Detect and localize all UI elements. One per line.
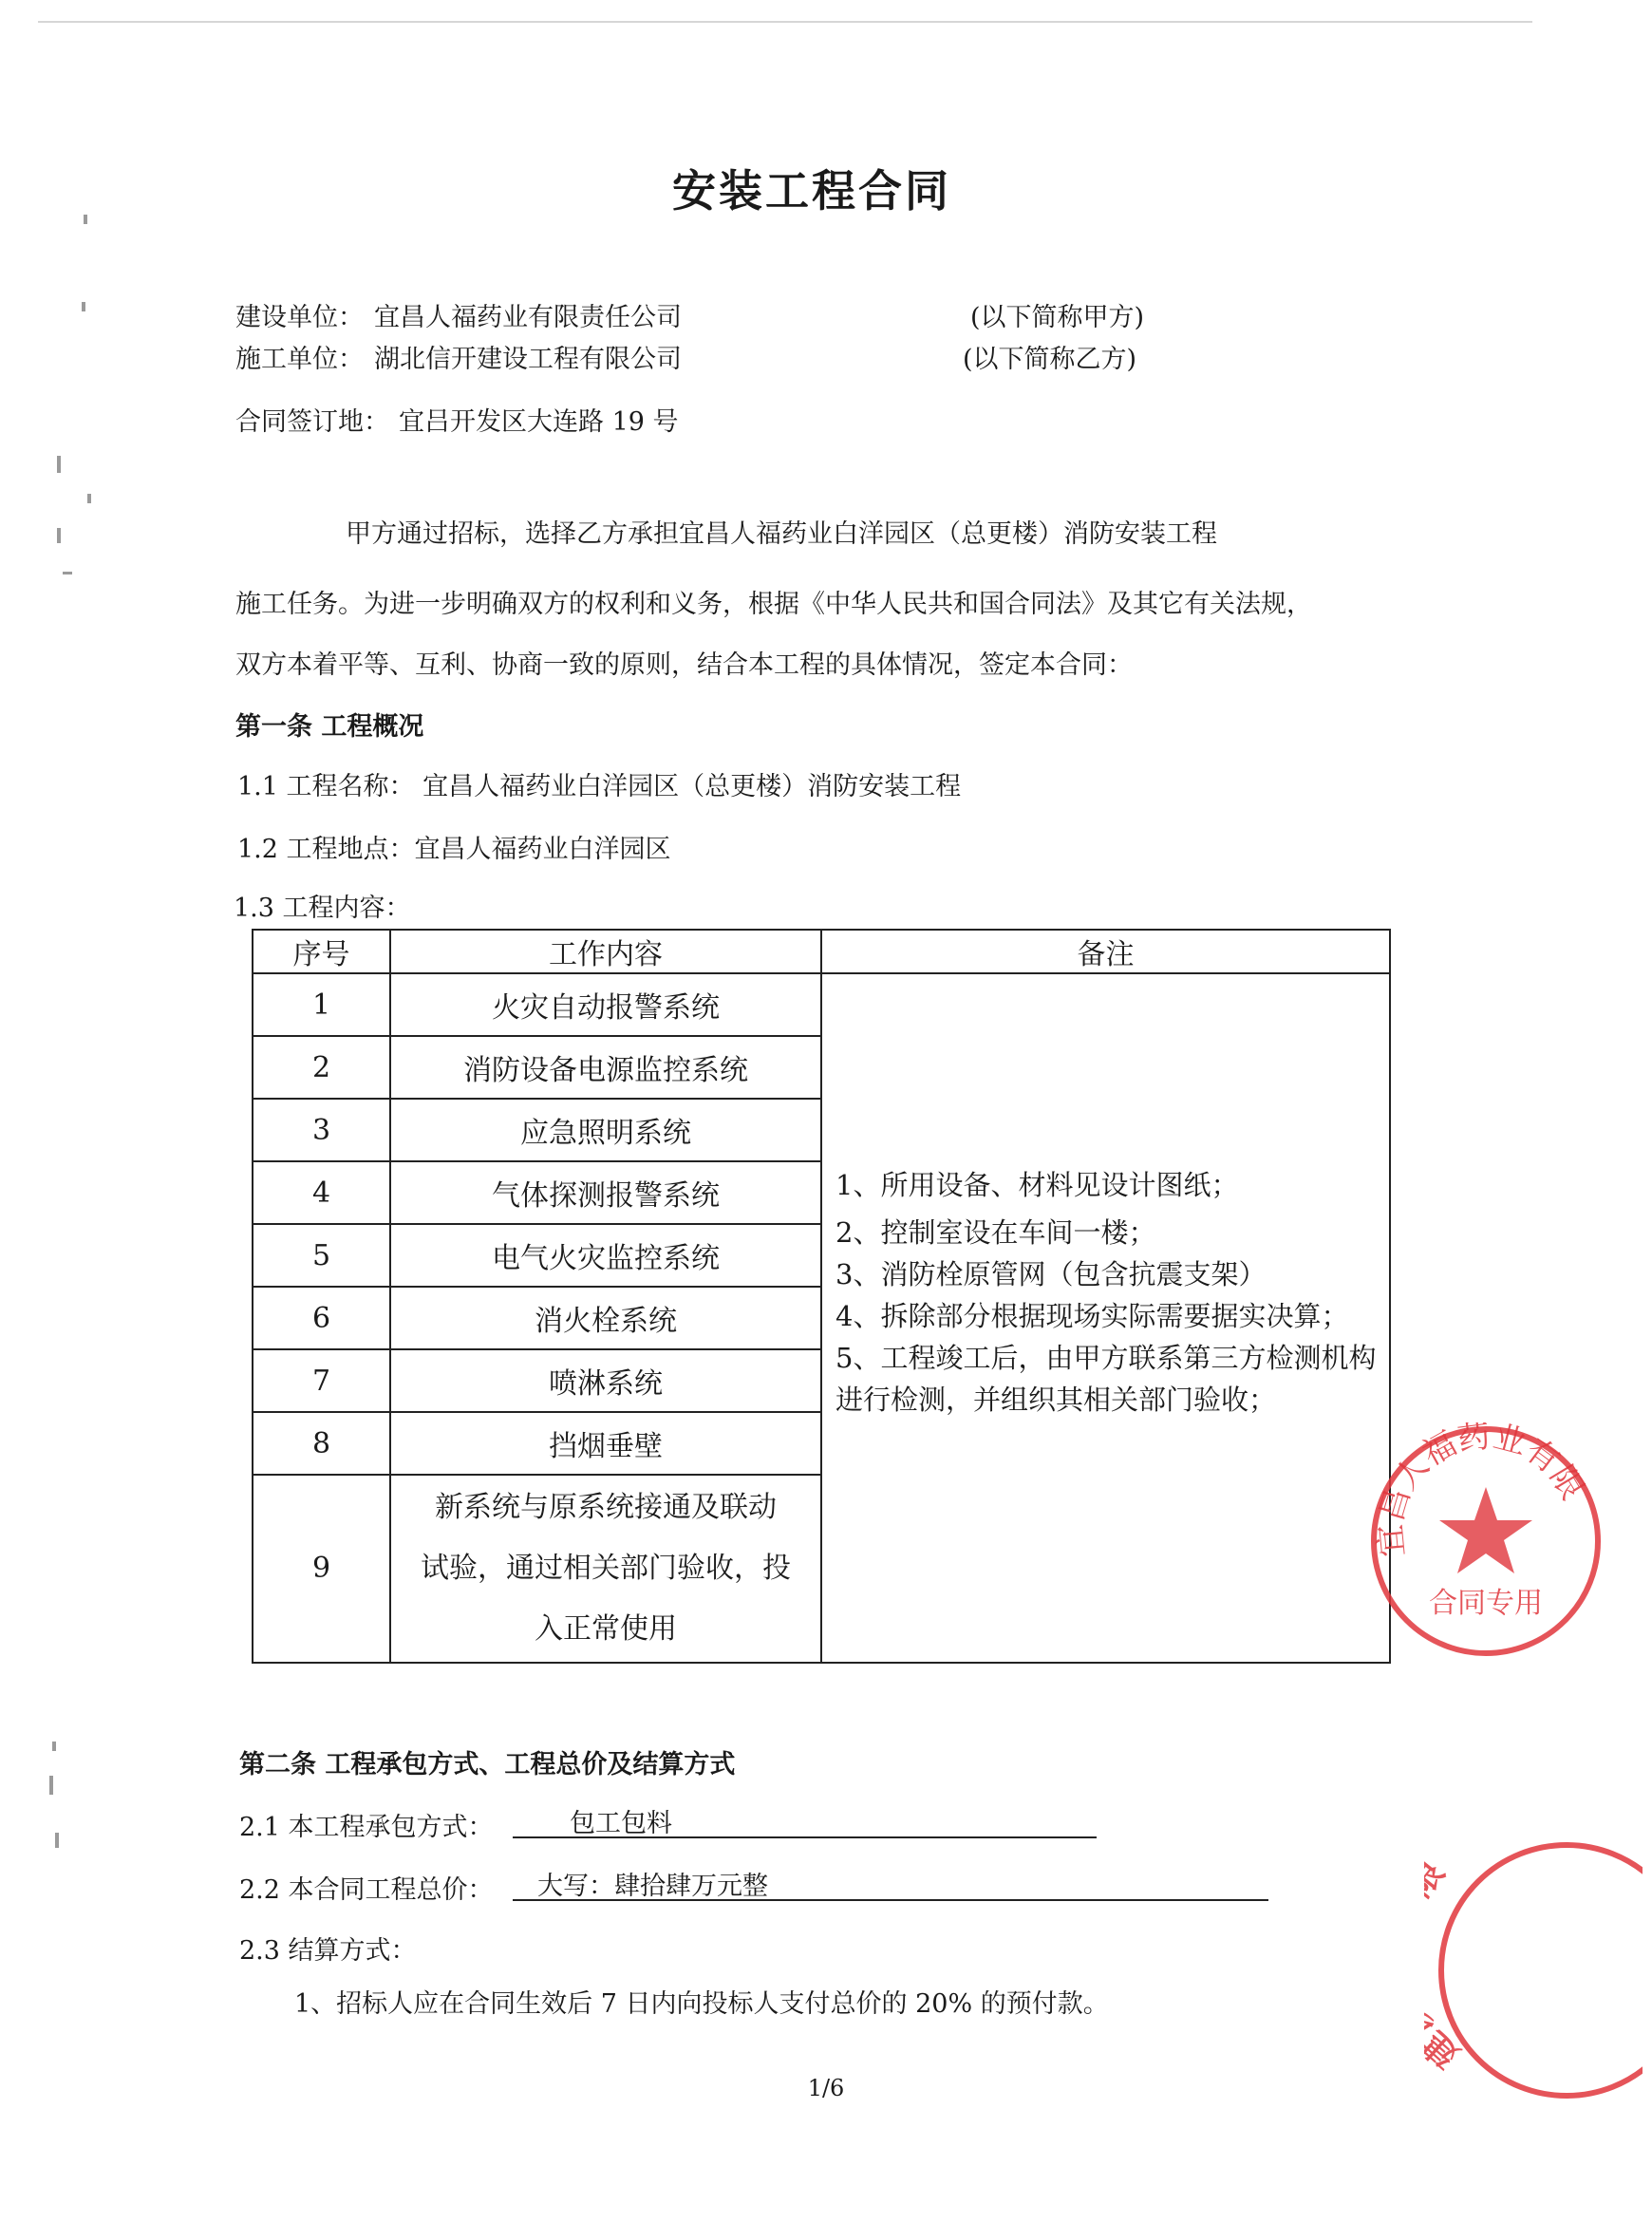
page-number: 1/6 — [807, 2075, 845, 2101]
note-line: 3、消防栓原管网（包含抗震支架） — [835, 1258, 1267, 1290]
row-number: 1 — [253, 973, 390, 1036]
company-seal-stamp — [1367, 1422, 1605, 1660]
scan-top-edge — [38, 21, 1532, 23]
settlement-clause: 1、招标人应在合同生效后 7 日内向投标人支付总价的 20% 的预付款。 — [294, 1989, 1109, 2019]
article-item: 1.2 工程地点：宜昌人福药业白洋园区 — [237, 835, 671, 864]
scan-mark — [52, 1742, 56, 1751]
page-title: 安装工程合同 — [672, 165, 951, 217]
article-item-label: 2.2 本合同工程总价： — [239, 1875, 494, 1905]
row-work: 气体探测报警系统 — [390, 1161, 821, 1224]
row-number: 7 — [253, 1349, 390, 1412]
scan-mark — [82, 302, 85, 311]
row-work: 喷淋系统 — [390, 1349, 821, 1412]
row-work: 应急照明系统 — [390, 1099, 821, 1161]
row-number: 9 — [253, 1475, 390, 1663]
sign-place-label: 合同签订地： — [235, 407, 389, 437]
scan-mark — [63, 572, 72, 574]
table-header: 备注 — [821, 930, 1390, 973]
row-number: 8 — [253, 1412, 390, 1475]
note-line: 4、拆除部分根据现场实际需要据实决算； — [835, 1300, 1349, 1332]
scan-mark — [55, 1833, 59, 1848]
article-item-label: 2.1 本工程承包方式： — [239, 1813, 494, 1842]
row-work-line: 入正常使用 — [535, 1612, 677, 1646]
scan-mark — [57, 456, 61, 473]
party-name: 湖北信开建设工程有限公司 — [374, 345, 682, 374]
row-work-line: 新系统与原系统接通及联动 — [435, 1491, 777, 1524]
article-item-value: 大写：肆拾肆万元整 — [537, 1872, 768, 1901]
intro-line: 施工任务。为进一步明确双方的权利和义务，根据《中华人民共和国合同法》及其它有关法规， — [235, 590, 1312, 619]
row-number: 6 — [253, 1287, 390, 1349]
row-number: 3 — [253, 1099, 390, 1161]
party-label: 建设单位： — [235, 303, 364, 332]
party-label: 施工单位： — [235, 345, 364, 374]
article-item: 2.3 结算方式： — [239, 1936, 417, 1966]
article-item-value: 包工包料 — [570, 1809, 672, 1838]
notes-cell — [821, 973, 1390, 1663]
note-line: 1、所用设备、材料见设计图纸； — [835, 1169, 1239, 1201]
intro-line: 甲方通过招标，选择乙方承担宜昌人福药业白洋园区（总更楼）消防安装工程 — [346, 519, 1217, 549]
intro-line: 双方本着平等、互利、协商一致的原则，结合本工程的具体情况，签定本合同： — [235, 650, 1133, 680]
seal-sub-text: 合同专用 — [1429, 1587, 1543, 1620]
note-line: 2、控制室设在车间一楼； — [835, 1216, 1156, 1249]
seal-graphic — [1367, 1422, 1605, 1660]
work-content-table — [252, 929, 1391, 1664]
table-header: 工作内容 — [390, 930, 821, 973]
row-work: 电气火灾监控系统 — [390, 1224, 821, 1287]
article-item: 1.3 工程内容： — [234, 894, 411, 923]
note-line: 5、工程竣工后，由甲方联系第三方检测机构进行检测，并组织其相关部门验收； — [835, 1342, 1377, 1416]
row-work-line: 试验，通过相关部门验收，投 — [421, 1552, 791, 1585]
party-alias: (以下简称甲方) — [970, 303, 1145, 332]
party-alias: (以下简称乙方) — [963, 345, 1137, 374]
scan-mark — [49, 1776, 53, 1795]
article-heading: 第一条 工程概况 — [235, 712, 424, 742]
sign-place-value: 宜吕开发区大连路 19 号 — [399, 407, 679, 437]
seal-arc-text: 宜昌人福药业有限 — [1371, 1422, 1592, 1559]
contractor-seal-stamp — [1424, 1823, 1643, 2108]
row-work: 挡烟垂壁 — [390, 1412, 821, 1475]
svg-text:建设工程有限 — [1424, 1854, 1467, 2075]
seal-graphic — [1424, 1823, 1643, 2108]
row-number: 4 — [253, 1161, 390, 1224]
table-header: 序号 — [253, 930, 390, 973]
row-work: 消火栓系统 — [390, 1287, 821, 1349]
scan-mark — [57, 528, 61, 543]
table-row — [253, 973, 1390, 1036]
article-heading: 第二条 工程承包方式、工程总价及结算方式 — [239, 1750, 736, 1779]
row-work: 火灾自动报警系统 — [390, 973, 821, 1036]
row-number: 5 — [253, 1224, 390, 1287]
article-item: 1.1 工程名称： 宜昌人福药业白洋园区（总更楼）消防安装工程 — [237, 772, 962, 801]
row-number: 2 — [253, 1036, 390, 1099]
row-work-multiline — [390, 1475, 821, 1663]
party-name: 宜昌人福药业有限责任公司 — [374, 303, 682, 332]
seal-arc-text — [1424, 1854, 1467, 2075]
row-work: 消防设备电源监控系统 — [390, 1036, 821, 1099]
scan-mark — [87, 494, 91, 503]
